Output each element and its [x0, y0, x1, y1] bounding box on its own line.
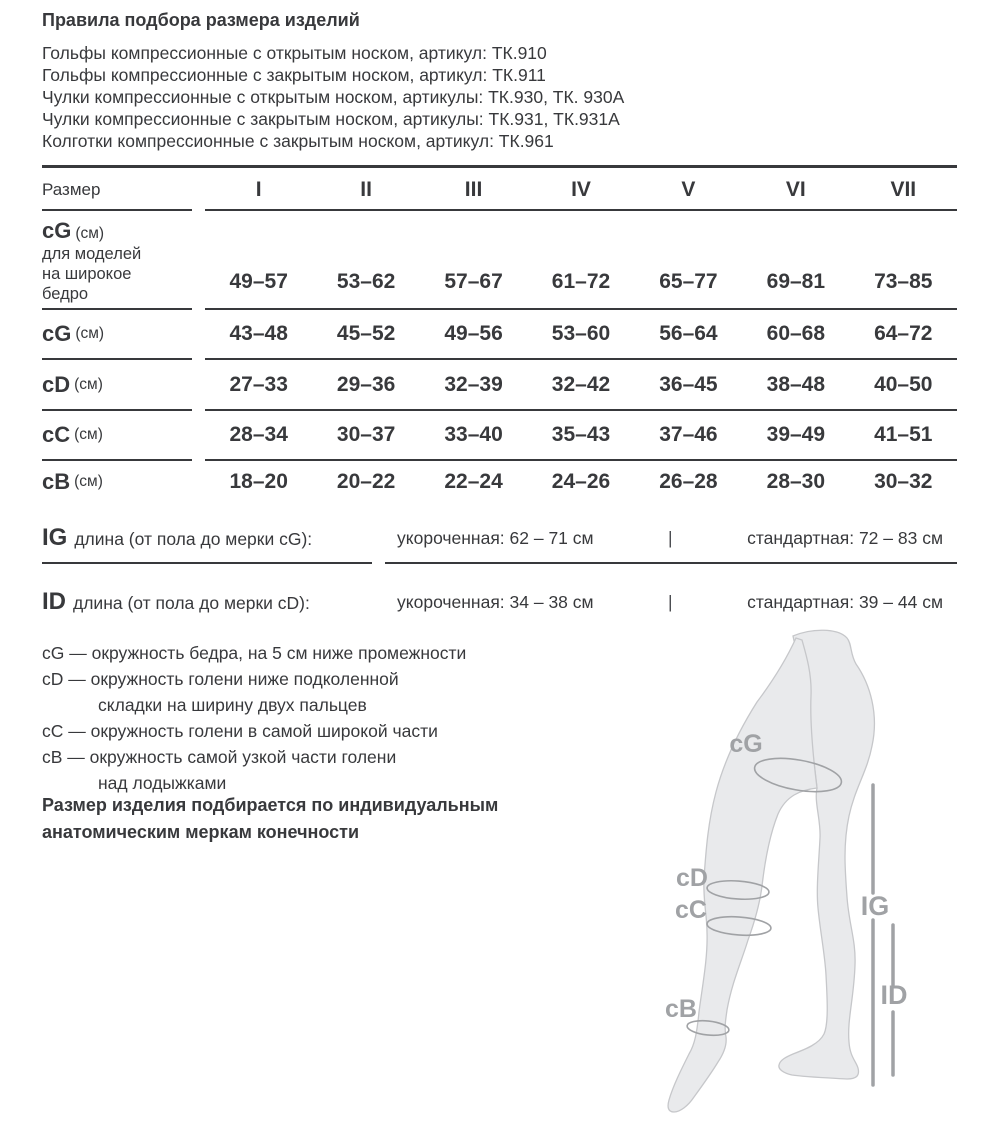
col-header: III	[464, 178, 483, 201]
row-label: cD	[42, 371, 71, 397]
table-cell: 69–81	[766, 270, 826, 293]
separator: |	[668, 592, 673, 612]
row-label: cG	[42, 321, 72, 346]
measurement-legend	[42, 640, 466, 796]
table-cell: 65–77	[659, 270, 718, 293]
size-column-header: Размер	[42, 168, 192, 211]
col-header: VI	[785, 178, 806, 201]
col-header: I	[255, 178, 262, 201]
col-header: II	[360, 178, 372, 201]
table-cell: 35–43	[551, 423, 611, 446]
table-cell: 57–67	[444, 270, 503, 293]
legs-measurement-diagram	[600, 620, 1000, 1134]
product-list	[42, 42, 624, 152]
length-row-id	[42, 564, 957, 614]
table-cell: 33–40	[444, 423, 503, 446]
table-row: cB (см) 18–20 20–22 22–24 24–26 26–28 28–30 30–32	[42, 461, 957, 503]
table-cell: 27–33	[229, 372, 288, 396]
product-line: Гольфы компрессионные с закрытым носком, артикул: ТК.911	[42, 65, 546, 85]
cd-label: cD	[676, 864, 708, 892]
cg-label: cG	[729, 730, 763, 758]
row-sublabel: для моделей на широкое бедро	[42, 245, 142, 303]
table-cell: 37–46	[659, 423, 718, 446]
table-cell: 53–60	[551, 322, 611, 345]
table-row	[42, 211, 957, 310]
page-title: Правила подбора размера изделий	[42, 10, 360, 30]
table-cell: 38–48	[766, 372, 826, 396]
length-short: укороченная: 62 – 71 см	[397, 528, 594, 548]
table-cell: 28–34	[229, 423, 288, 446]
length-rows	[42, 512, 957, 614]
row-label: cB	[42, 469, 71, 494]
sizing-note: Размер изделия подбирается по индивидуальным анатомическим меркам конечности	[42, 795, 499, 842]
legend-line-wrap: над лодыжками	[98, 773, 227, 793]
product-line: Гольфы компрессионные с открытым носком, артикул: ТК.910	[42, 43, 547, 63]
table-cell: 61–72	[551, 270, 611, 293]
length-row-ig	[42, 512, 957, 564]
legend-line: cC — окружность голени в самой широкой части	[42, 721, 438, 741]
length-desc: длина (от пола до мерки cD):	[73, 593, 310, 613]
length-standard: стандартная: 39 – 44 см	[747, 592, 943, 612]
length-short: укороченная: 34 – 38 см	[397, 592, 594, 612]
legend-line: cG — окружность бедра, на 5 см ниже промежности	[42, 643, 467, 663]
table-cell: 64–72	[874, 322, 933, 345]
table-cell: 43–48	[229, 322, 288, 345]
table-row: cG (см) 43–48 45–52 49–56 53–60 56–64 60–68 64–72	[42, 310, 957, 360]
table-cell: 49–56	[444, 322, 503, 345]
table-cell: 53–62	[336, 270, 396, 293]
table-cell: 32–42	[551, 372, 611, 396]
table-cell: 28–30	[766, 470, 826, 493]
table-cell: 30–32	[874, 470, 933, 493]
table-cell: 32–39	[444, 372, 503, 396]
legend-line: cB — окружность самой узкой части голени	[42, 747, 397, 767]
col-header: VII	[890, 178, 917, 201]
separator: |	[668, 528, 673, 548]
table-cell: 18–20	[229, 470, 288, 493]
table-cell: 60–68	[766, 322, 826, 345]
table-cell: 30–37	[336, 423, 396, 446]
table-cell: 24–26	[551, 470, 611, 493]
product-line: Колготки компрессионные с закрытым носком, артикул: ТК.961	[42, 131, 554, 151]
table-cell: 45–52	[336, 322, 396, 345]
row-label: cG (см)	[42, 218, 105, 243]
size-table	[42, 168, 957, 503]
table-cell: 41–51	[874, 423, 933, 446]
product-line: Чулки компрессионные с закрытым носком, артикулы: ТК.931, ТК.931А	[42, 109, 620, 129]
table-cell: 26–28	[659, 470, 718, 493]
legend-line: cD — окружность голени ниже подколенной	[42, 669, 399, 689]
length-code: ID	[42, 588, 66, 615]
table-row: cC (см) 28–34 30–37 33–40 35–43 37–46 39–49 41–51	[42, 411, 957, 461]
id-label: ID	[880, 980, 908, 1010]
ig-label: IG	[860, 891, 890, 921]
table-cell: 56–64	[659, 322, 718, 345]
table-cell: 22–24	[444, 470, 503, 493]
col-header: IV	[571, 178, 591, 201]
table-row: cD (см) 27–33 29–36 32–39 32–42 36–45 38–48 40–50	[42, 360, 957, 411]
table-cell: 36–45	[659, 372, 718, 396]
length-code: IG	[42, 524, 68, 551]
table-header-row	[42, 168, 957, 211]
row-label: cC	[42, 422, 71, 447]
product-line: Чулки компрессионные с открытым носком, артикулы: ТК.930, ТК. 930А	[42, 87, 625, 107]
table-cell: 40–50	[874, 372, 933, 396]
length-desc: длина (от пола до мерки cG):	[74, 529, 313, 549]
col-header: V	[681, 178, 696, 201]
legend-line-wrap: складки на ширину двух пальцев	[98, 695, 367, 715]
table-cell: 29–36	[336, 372, 396, 396]
table-cell: 39–49	[766, 423, 826, 446]
cc-label: cC	[675, 896, 707, 924]
table-cell: 73–85	[874, 270, 933, 293]
cb-label: cB	[665, 995, 697, 1023]
table-cell: 20–22	[336, 470, 396, 493]
table-cell: 49–57	[229, 270, 288, 293]
length-standard: стандартная: 72 – 83 см	[747, 528, 943, 548]
